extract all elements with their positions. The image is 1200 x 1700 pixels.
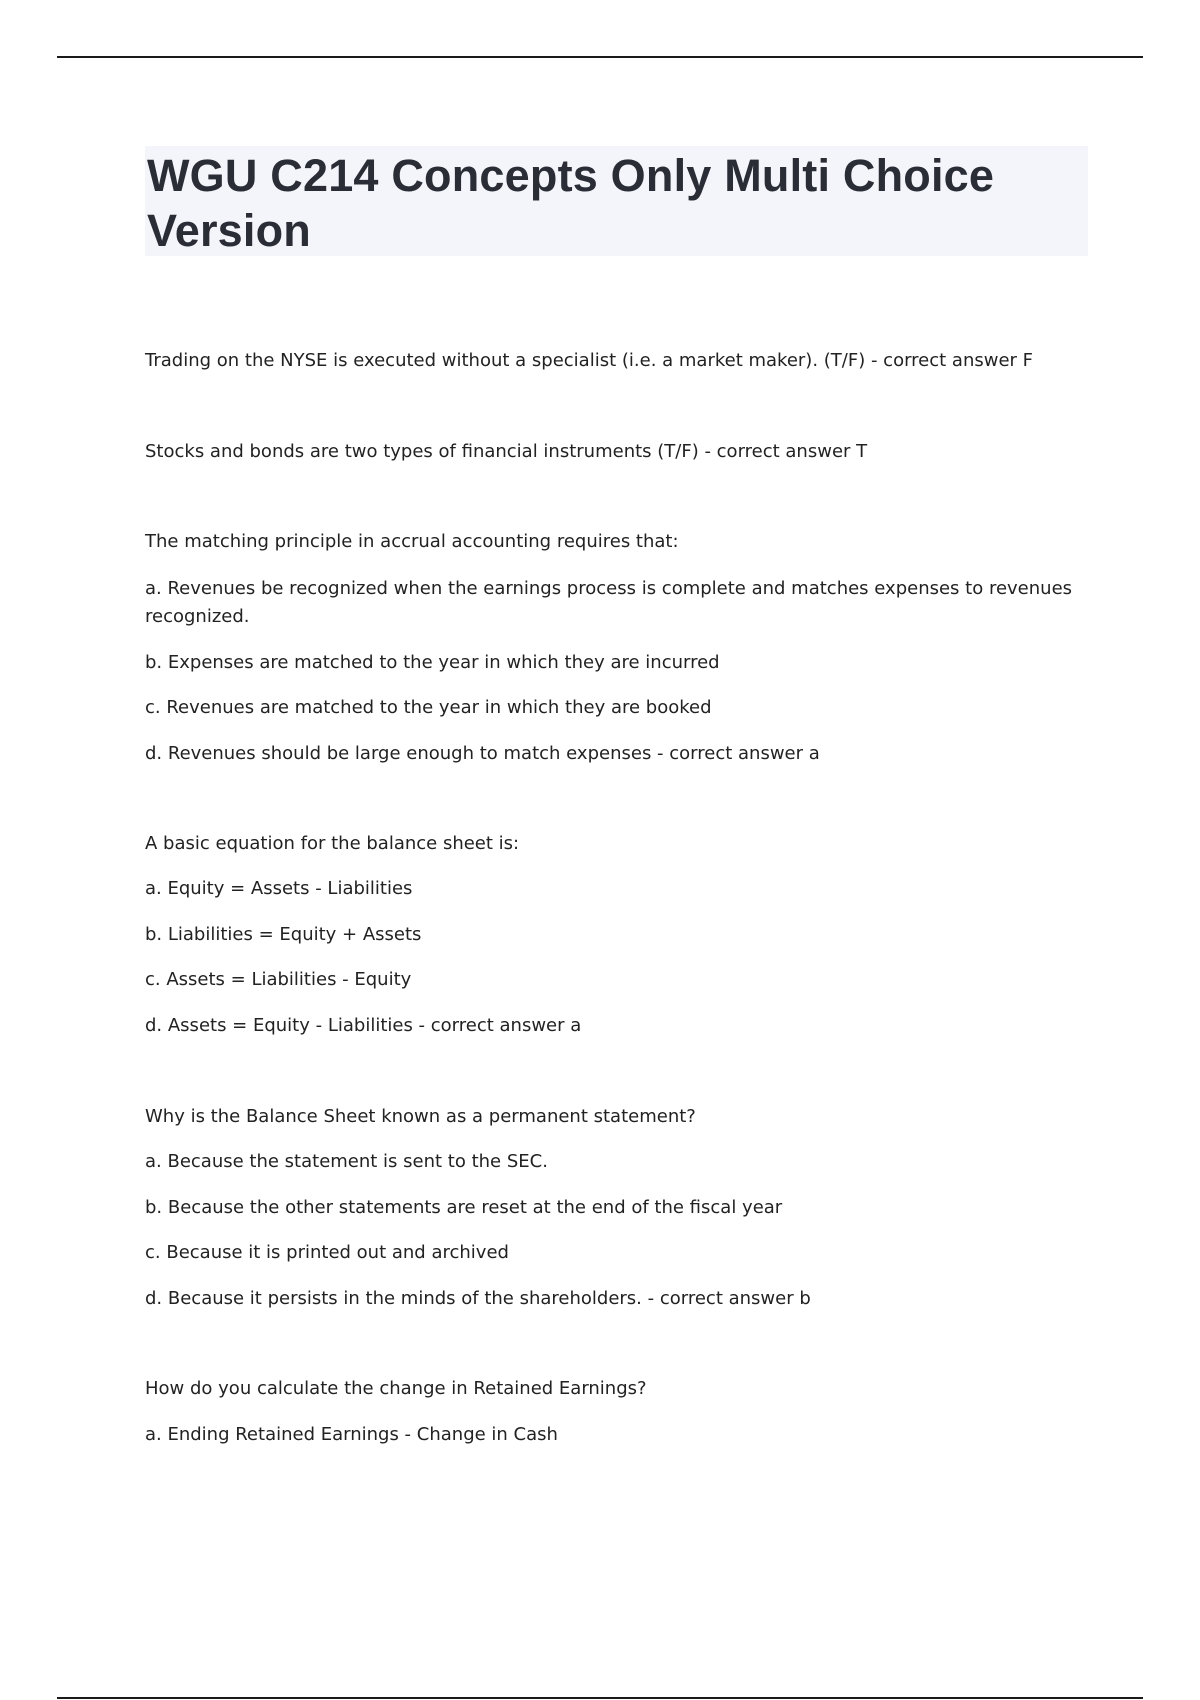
- question-5-option-b: b. Because the other statements are reset at the end of the fiscal year: [145, 1197, 783, 1218]
- question-4-option-b: b. Liabilities = Equity + Assets: [145, 924, 422, 945]
- question-3-option-b: b. Expenses are matched to the year in which they are incurred: [145, 652, 720, 673]
- question-4-option-d: d. Assets = Equity - Liabilities - correct answer a: [145, 1015, 582, 1036]
- question-3-option-a: a. Revenues be recognized when the earnings process is complete and matches expenses to revenues recognized.: [145, 578, 1073, 627]
- question-3-option-d: d. Revenues should be large enough to match expenses - correct answer a: [145, 743, 820, 764]
- question-prompt-4: A basic equation for the balance sheet is:: [145, 833, 520, 854]
- question-5-option-c: c. Because it is printed out and archived: [145, 1242, 509, 1263]
- document-title: WGU C214 Concepts Only Multi Choice Version: [147, 150, 995, 256]
- question-4-option-c: c. Assets = Liabilities - Equity: [145, 969, 412, 990]
- question-prompt-2: Stocks and bonds are two types of financial instruments (T/F) - correct answer T: [145, 441, 868, 462]
- question-prompt-5: Why is the Balance Sheet known as a permanent statement?: [145, 1106, 696, 1127]
- question-prompt-1: Trading on the NYSE is executed without a specialist (i.e. a market maker). (T/F) - correct answer F: [145, 350, 1034, 371]
- question-6-option-a: a. Ending Retained Earnings - Change in Cash: [145, 1424, 558, 1445]
- question-4-option-a: a. Equity = Assets - Liabilities: [145, 878, 413, 899]
- question-prompt-6: How do you calculate the change in Retained Earnings?: [145, 1378, 647, 1399]
- question-3-option-c: c. Revenues are matched to the year in which they are booked: [145, 697, 712, 718]
- footer-rule: [57, 1697, 1143, 1699]
- header-rule: [57, 56, 1143, 58]
- question-5-option-d: d. Because it persists in the minds of the shareholders. - correct answer b: [145, 1288, 811, 1309]
- question-prompt-3: The matching principle in accrual accounting requires that:: [145, 531, 679, 552]
- title-block: [145, 146, 1088, 256]
- question-5-option-a: a. Because the statement is sent to the SEC.: [145, 1151, 548, 1172]
